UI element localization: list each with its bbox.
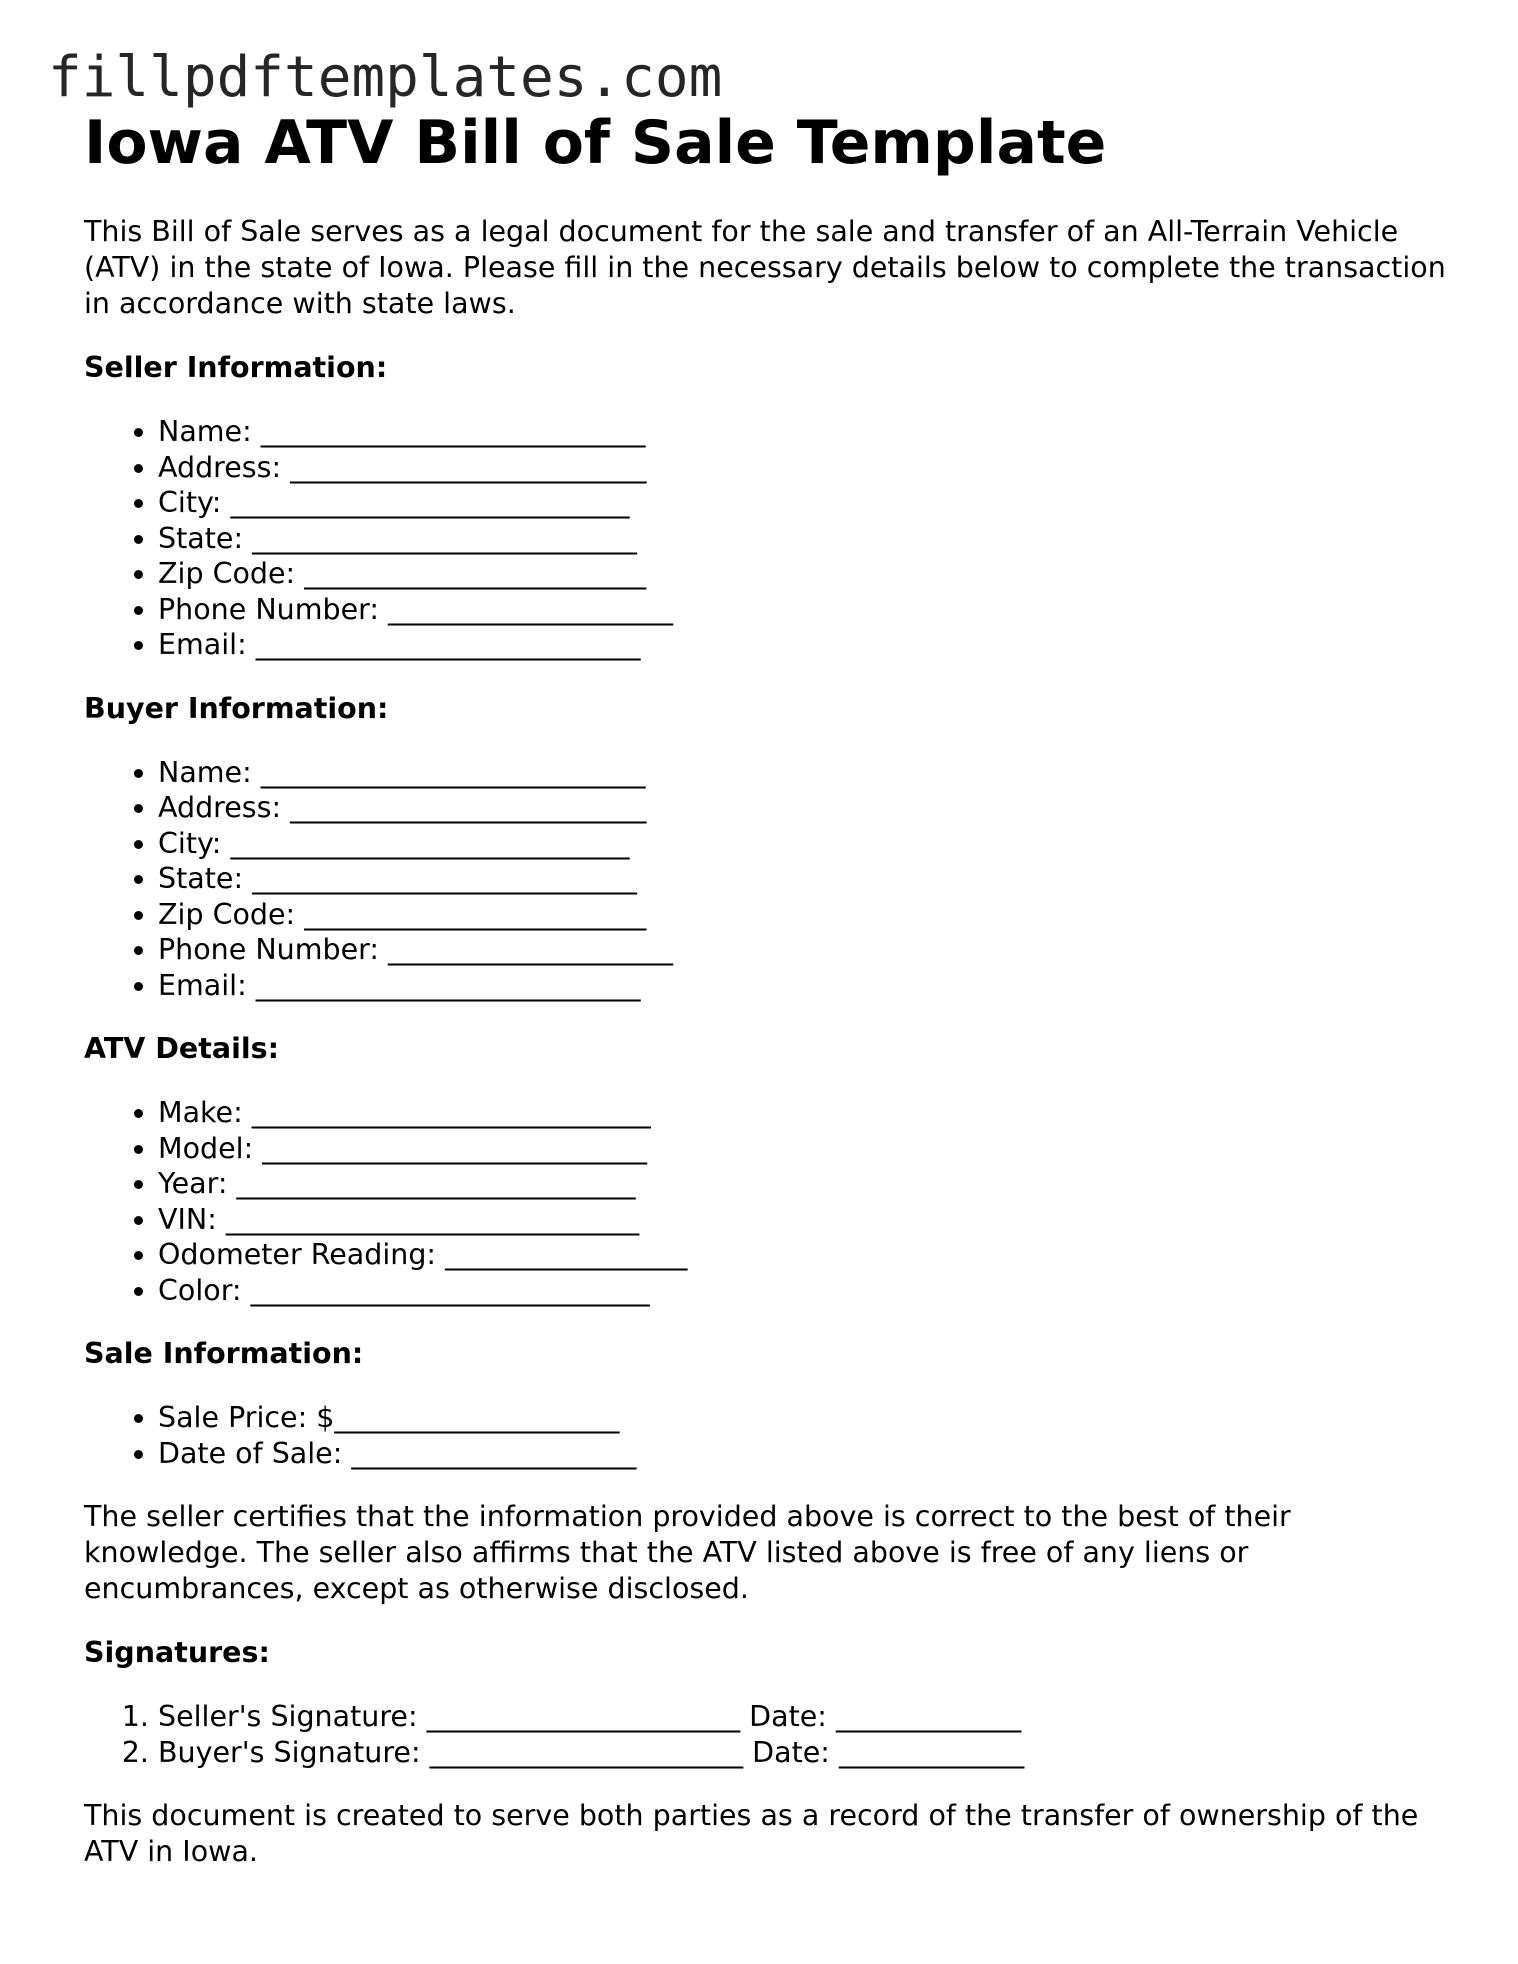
intro-paragraph: This Bill of Sale serves as a legal document for the sale and transfer of an All-Terrain Vehicle (ATV) in the state of Iowa. Please fill in the necessary details below to complete the transaction in accordance with state laws. <box>84 215 1446 320</box>
buyer-email-field[interactable]: • Email: ___________________________ <box>158 968 1454 1004</box>
seller-city-field[interactable]: • City: ____________________________ <box>158 485 1454 521</box>
closing-paragraph: This document is created to serve both parties as a record of the transfer of ownership of the ATV in Iowa. <box>84 1799 1419 1868</box>
certification-paragraph: The seller certifies that the information provided above is correct to the best of their knowledge. The seller also affirms that the ATV listed above is free of any liens or encumbrances, except as otherwise disclosed. <box>84 1500 1291 1605</box>
atv-year-field[interactable]: • Year: ____________________________ <box>158 1166 1454 1202</box>
atv-color-field[interactable]: • Color: ____________________________ <box>158 1273 1454 1309</box>
site-watermark: fillpdftemplates.com <box>48 45 723 110</box>
seller-zip-field[interactable]: • Zip Code: ________________________ <box>158 556 1454 592</box>
seller-heading: Seller Information: <box>84 351 388 384</box>
seller-signature-line[interactable]: 1. Seller's Signature: ______________________ Date: _____________ <box>158 1699 1454 1735</box>
buyer-heading: Buyer Information: <box>84 691 389 725</box>
atv-make-field[interactable]: • Make: ____________________________ <box>158 1095 1454 1131</box>
buyer-phone-field[interactable]: • Phone Number: ____________________ <box>158 932 1454 968</box>
buyer-city-field[interactable]: • City: ____________________________ <box>158 826 1454 862</box>
seller-address-field[interactable]: • Address: _________________________ <box>158 450 1454 486</box>
buyer-name-field[interactable]: • Name: ___________________________ <box>158 755 1454 791</box>
atv-vin-field[interactable]: • VIN: _____________________________ <box>158 1202 1454 1238</box>
buyer-zip-field[interactable]: • Zip Code: ________________________ <box>158 897 1454 933</box>
sale-field-list <box>84 1400 1454 1471</box>
buyer-state-field[interactable]: • State: ___________________________ <box>158 861 1454 897</box>
page-title: Iowa ATV Bill of Sale Template <box>84 108 1107 178</box>
buyer-address-field[interactable]: • Address: _________________________ <box>158 790 1454 826</box>
seller-field-list <box>84 414 1454 663</box>
signature-list <box>84 1699 1454 1770</box>
atv-heading: ATV Details: <box>84 1032 280 1065</box>
atv-model-field[interactable]: • Model: ___________________________ <box>158 1131 1454 1167</box>
document-page <box>84 104 1454 1870</box>
sale-date-field[interactable]: • Date of Sale: ____________________ <box>158 1436 1454 1472</box>
seller-state-field[interactable]: • State: ___________________________ <box>158 521 1454 557</box>
atv-field-list <box>84 1095 1454 1308</box>
atv-odometer-field[interactable]: • Odometer Reading: _________________ <box>158 1237 1454 1273</box>
sale-price-field[interactable]: • Sale Price: $____________________ <box>158 1400 1454 1436</box>
signatures-heading: Signatures: <box>84 1636 270 1669</box>
seller-email-field[interactable]: • Email: ___________________________ <box>158 627 1454 663</box>
seller-phone-field[interactable]: • Phone Number: ____________________ <box>158 592 1454 628</box>
sale-heading: Sale Information: <box>84 1337 364 1370</box>
buyer-field-list <box>84 755 1454 1004</box>
seller-name-field[interactable]: • Name: ___________________________ <box>158 414 1454 450</box>
buyer-signature-line[interactable]: 2. Buyer's Signature: ______________________ Date: _____________ <box>158 1735 1454 1771</box>
